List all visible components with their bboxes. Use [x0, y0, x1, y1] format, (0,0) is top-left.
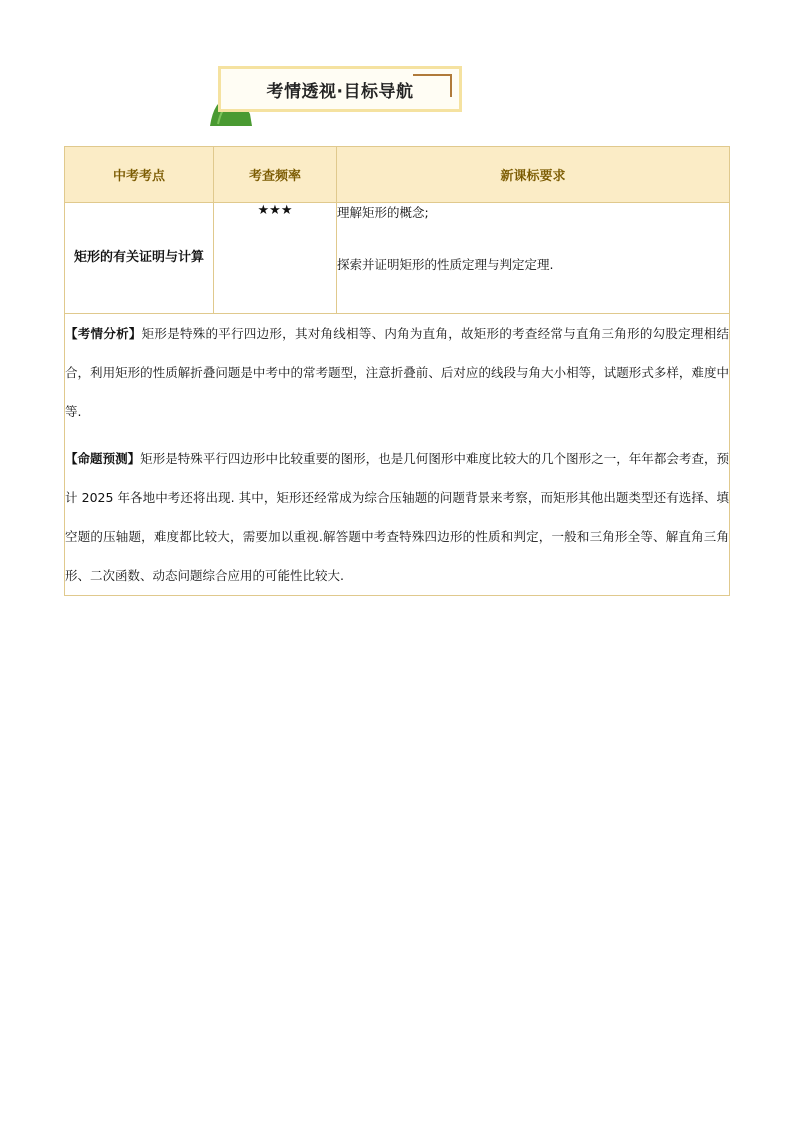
- prediction-text: 矩形是特殊平行四边形中比较重要的图形，也是几何图形中难度比较大的几个图形之一，年年都会考查，预计 2025 年各地中考还将出现. 其中，矩形还经常成为综合压轴题的问题背景来考察，而矩形其他出题类型还有选择、填空题的压轴题，难度都比较大，需要加以重视.解答题中考查特殊四边形的性质和判定，一般和三角形全等、解直角三角形、二次函数、动态问题综合应用的可能性比较大.: [65, 451, 729, 583]
- section-banner: [208, 64, 470, 124]
- banner-title: 考情透视·目标导航: [266, 81, 414, 102]
- table-header-row: [65, 147, 730, 203]
- analysis-cell: [65, 314, 730, 596]
- analysis-paragraph: [65, 314, 729, 431]
- analysis-text: 矩形是特殊的平行四边形，其对角线相等、内角为直角，故矩形的考查经常与直角三角形的勾股定理相结合，利用矩形的性质解折叠问题是中考中的常考题型，注意折叠前、后对应的线段与角大小相等，试题形式多样，难度中等.: [65, 326, 729, 419]
- analysis-row: [65, 314, 730, 596]
- analysis-label: 【考情分析】: [65, 326, 142, 341]
- topic-cell: 矩形的有关证明与计算: [65, 203, 214, 314]
- prediction-label: 【命题预测】: [65, 451, 141, 466]
- requirement-item: 理解矩形的概念;: [337, 205, 429, 220]
- header-topic: 中考考点: [65, 147, 214, 203]
- corner-bracket-icon: [413, 73, 453, 99]
- header-requirements: 新课标要求: [337, 147, 730, 203]
- banner-box: [218, 66, 462, 112]
- requirement-item: 探索并证明矩形的性质定理与判定定理.: [337, 257, 554, 272]
- table-row: [65, 203, 730, 314]
- prediction-paragraph: [65, 439, 729, 595]
- header-frequency: 考查频率: [214, 147, 337, 203]
- requirements-cell: [337, 203, 730, 314]
- exam-analysis-table: [64, 146, 730, 596]
- frequency-cell: ★★★: [214, 203, 337, 314]
